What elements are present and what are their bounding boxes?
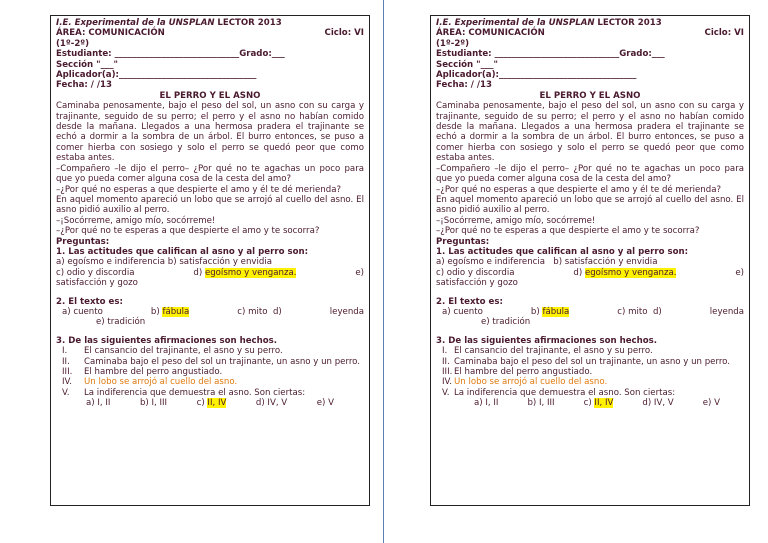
option-a: a) cuento	[62, 306, 103, 317]
item-text: Un lobo se arrojó al cuello del asno.	[454, 377, 608, 388]
option-e: e) tradición	[96, 317, 146, 328]
q3-item	[436, 357, 744, 367]
header-line	[56, 18, 364, 28]
date-field: Fecha: / /13	[436, 80, 493, 91]
program-name: LECTOR 2013	[217, 18, 282, 28]
option-a: a) egoísmo e indiferencia	[436, 257, 546, 268]
item-text: El hambre del perro angustiado.	[84, 367, 223, 377]
cycle-label: Ciclo: VI	[324, 28, 364, 39]
option-c: c) odio y discordia	[436, 267, 515, 278]
q1-options-row1	[436, 257, 744, 267]
story-paragraph: –Compañero –le dijo el perro– ¿Por qué no te agachas un poco para que yo pueda comer alguna cosa de la cesta del amo?	[436, 163, 744, 185]
school-name: I.E. Experimental de la UNSPLAN	[436, 18, 595, 28]
option-b: b) satisfacción y envidia	[167, 257, 272, 268]
story-paragraph: Caminaba penosamente, bajo el peso del sol, un asno con su carga y trajinante, seguido de su perro; el perro y el asno no habían comido desde la mañana. Llegados a una hermosa pradera el trajinante se echó a dormir a la sombra de un árbol. El burro entonces, se puso a comer hierba con sosiego y solo el perro se quedó peor que como estaba antes.	[436, 101, 744, 164]
area-line	[436, 28, 744, 38]
item-text: Un lobo se arrojó al cuello del asno.	[84, 377, 238, 388]
option-cd	[617, 307, 661, 317]
q3-item	[436, 346, 744, 356]
q1-options-row2	[56, 268, 364, 278]
story-paragraph: –¿Por qué no te esperas a que despierte el amo y te socorra?	[56, 226, 320, 237]
question-3: 3. De las siguientes afirmaciones son hechos.	[56, 335, 278, 346]
option-b	[531, 307, 569, 317]
q3-item	[56, 367, 364, 377]
questions-heading: Preguntas:	[436, 236, 490, 247]
option-b	[151, 307, 189, 317]
option-e: e)	[735, 267, 744, 278]
answer-e: e) V	[316, 398, 334, 409]
answer-b: b) I, III	[139, 398, 168, 409]
answer-c-letter: c)	[583, 398, 592, 409]
section-field: Sección "___"	[436, 59, 499, 70]
question-1: 1. Las actitudes que califican al asno y al perro son:	[436, 246, 689, 257]
item-number: IV.	[442, 377, 453, 388]
option-b-letter: b)	[530, 306, 540, 317]
worksheet-right	[430, 15, 750, 506]
student-field: Estudiante: _____________________________Grado:___	[436, 49, 665, 60]
section-field: Sección "___"	[56, 59, 119, 70]
option-e-text: satisfacción y gozo	[436, 278, 518, 289]
program-name: LECTOR 2013	[597, 18, 662, 28]
question-2: 2. El texto es:	[436, 296, 503, 307]
grades-label: (1º-2º)	[56, 38, 90, 49]
option-d: d)	[272, 306, 282, 317]
q3-item	[436, 377, 744, 387]
story-paragraph: –¿Por qué no esperas a que despierte el amo y él te dé merienda?	[436, 184, 722, 195]
worksheet-left	[50, 15, 370, 506]
option-d-highlighted: egoísmo y venganza.	[204, 267, 297, 278]
option-d	[573, 268, 676, 278]
story-title: EL PERRO Y EL ASNO	[539, 90, 641, 101]
answer-c	[584, 398, 614, 408]
applicator-field: Aplicador(a):________________________________	[436, 70, 637, 81]
option-c: c) mito	[617, 306, 648, 317]
option-e: e) tradición	[481, 317, 531, 328]
q3-item	[56, 346, 364, 356]
student-field: Estudiante: _____________________________Grado:___	[56, 49, 285, 60]
answer-d: d) IV, V	[255, 398, 288, 409]
option-cd	[237, 307, 281, 317]
questions-heading: Preguntas:	[56, 236, 110, 247]
option-b: b) satisfacción y envidia	[553, 257, 658, 268]
answer-b: b) I, III	[527, 398, 555, 409]
item-text: El cansancio del trajinante, el asno y su perro.	[84, 346, 283, 357]
answer-c	[197, 398, 227, 408]
date-field: Fecha: / /13	[56, 80, 113, 91]
story-paragraph: En aquel momento apareció un lobo que se arrojó al cuello del asno. El asno pidió auxilio al perro.	[436, 194, 744, 216]
option-b-letter: b)	[150, 306, 160, 317]
option-b-highlighted: fábula	[542, 306, 570, 317]
item-text: El cansancio del trajinante, el asno y su perro.	[454, 346, 653, 357]
story-paragraph: –¡Socórreme, amigo mío, socórreme!	[56, 215, 216, 226]
answer-a: a) I, II	[86, 398, 111, 409]
grades-label: (1º-2º)	[436, 38, 470, 49]
story-paragraph: –¿Por qué no te esperas a que despierte el amo y te socorra?	[436, 226, 700, 237]
item-text: La indiferencia que demuestra el asno. Son ciertas:	[454, 387, 676, 398]
q1-options-row1	[56, 257, 364, 267]
item-number: I.	[442, 346, 448, 357]
answer-c-highlighted: II, IV	[594, 398, 614, 409]
item-text: El hambre del perro angustiado.	[454, 367, 593, 377]
q3-answers	[436, 398, 744, 408]
q1-options-row2	[436, 268, 744, 278]
applicator-field: Aplicador(a):________________________________	[56, 70, 257, 81]
item-number: II.	[62, 356, 70, 367]
answer-d: d) IV, V	[642, 398, 674, 409]
cycle-label: Ciclo: VI	[704, 28, 744, 39]
option-c: c) mito	[237, 306, 268, 317]
story-paragraph: En aquel momento apareció un lobo que se arrojó al cuello del asno. El asno pidió auxilio al perro.	[56, 194, 364, 216]
q3-answers	[56, 398, 364, 408]
option-d-letter: d)	[573, 267, 583, 278]
item-number: III.	[442, 367, 453, 377]
option-d-text: leyenda	[329, 306, 364, 317]
option-d: d)	[652, 306, 662, 317]
item-text: Caminaba bajo el peso del sol un trajinante, un asno y un perro.	[454, 356, 731, 367]
question-1: 1. Las actitudes que califican al asno y al perro son:	[56, 246, 309, 257]
option-d	[193, 268, 296, 278]
answer-e: e) V	[702, 398, 720, 409]
q2-options	[436, 307, 744, 317]
item-number: V.	[62, 387, 70, 398]
area-label: ÁREA: COMUNICACIÓN	[436, 28, 545, 39]
item-number: I.	[62, 346, 68, 357]
option-e: e)	[355, 267, 364, 278]
q3-item	[56, 357, 364, 367]
item-number: V.	[442, 387, 450, 398]
item-number: IV.	[62, 377, 73, 388]
story-paragraph: –¡Socórreme, amigo mío, socórreme!	[436, 215, 596, 226]
story-paragraph: –¿Por qué no esperas a que despierte el amo y él te dé merienda?	[56, 184, 342, 195]
option-b-highlighted: fábula	[162, 306, 190, 317]
item-number: III.	[62, 367, 73, 377]
option-d-letter: d)	[193, 267, 203, 278]
header-line	[436, 18, 744, 28]
q3-item	[436, 388, 744, 398]
option-c: c) odio y discordia	[56, 267, 135, 278]
area-line	[56, 28, 364, 38]
item-text: La indiferencia que demuestra el asno. Son ciertas:	[84, 387, 306, 398]
q3-item	[56, 388, 364, 398]
option-a: a) egoísmo e indiferencia	[56, 257, 166, 268]
option-a: a) cuento	[442, 306, 483, 317]
q3-item	[436, 367, 744, 377]
story-title: EL PERRO Y EL ASNO	[159, 90, 261, 101]
story-paragraph: Caminaba penosamente, bajo el peso del sol, un asno con su carga y trajinante, seguido de su perro; el perro y el asno no habían comido desde la mañana. Llegados a una hermosa pradera el trajinante se echó a dormir a la sombra de un árbol. El burro entonces, se puso a comer hierba con sosiego y solo el perro se quedó peor que como estaba antes.	[56, 101, 364, 164]
answer-a: a) I, II	[474, 398, 499, 409]
option-d-highlighted: egoísmo y venganza.	[584, 267, 677, 278]
question-3: 3. De las siguientes afirmaciones son hechos.	[436, 335, 658, 346]
story-paragraph: –Compañero –le dijo el perro– ¿Por qué no te agachas un poco para que yo pueda comer alguna cosa de la cesta del amo?	[56, 163, 364, 185]
page-divider	[383, 0, 384, 543]
item-number: II.	[442, 356, 450, 367]
q2-options	[56, 307, 364, 317]
answer-c-letter: c)	[196, 398, 205, 409]
q3-item	[56, 377, 364, 387]
option-d-text: leyenda	[709, 306, 744, 317]
school-name: I.E. Experimental de la UNSPLAN	[56, 18, 215, 28]
item-text: Caminaba bajo el peso del sol un trajinante, un asno y un perro.	[84, 356, 361, 367]
question-2: 2. El texto es:	[56, 296, 123, 307]
area-label: ÁREA: COMUNICACIÓN	[56, 28, 165, 39]
option-e-text: satisfacción y gozo	[56, 278, 138, 289]
answer-c-highlighted: II, IV	[207, 398, 227, 409]
